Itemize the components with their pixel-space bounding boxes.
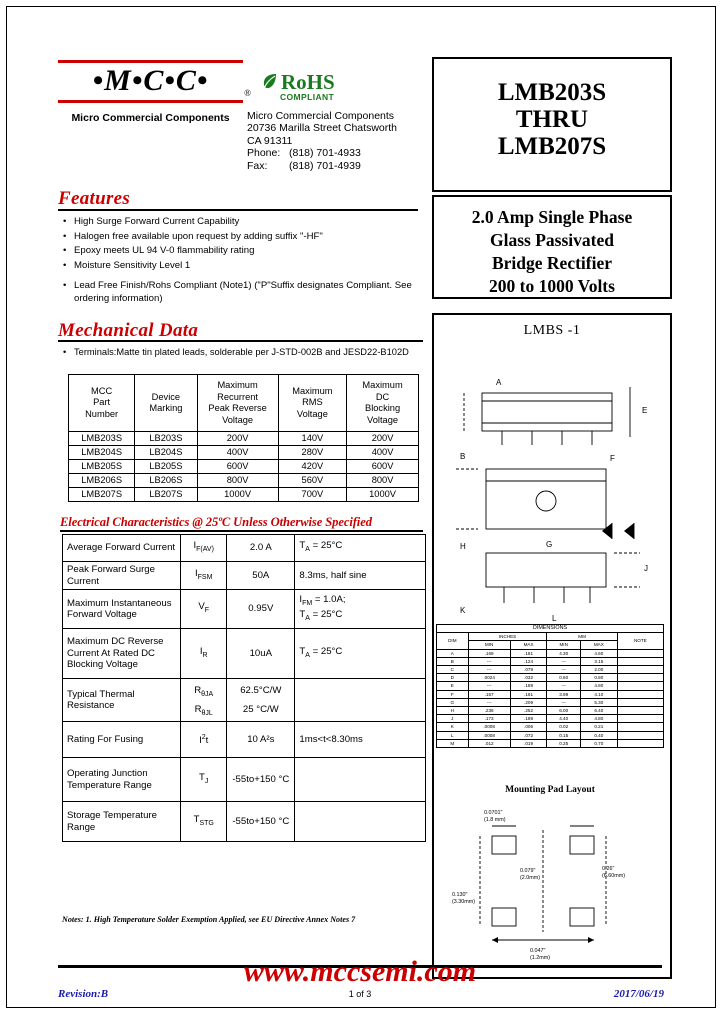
list-item: • High Surge Forward Current Capability (74, 215, 418, 229)
list-item: • Epoxy meets UL 94 V-0 flammability rating (74, 244, 418, 258)
mounting-pad-title: Mounting Pad Layout (505, 785, 595, 795)
cell-dim: D (437, 674, 469, 682)
cell-mm-min: 0.15 (547, 731, 580, 739)
cell-mm-max: 4.80 (580, 682, 617, 690)
cell-part: LMB203S (69, 432, 135, 446)
cell-parameter: Typical Thermal Resistance (63, 679, 181, 722)
cell-mm-min: --- (547, 666, 580, 674)
company-address (247, 110, 397, 172)
cell-note (617, 698, 663, 706)
part-number-to: LMB207S (497, 133, 607, 160)
cell-parameter: Maximum DC Reverse Current At Rated DC Blocking Voltage (63, 629, 181, 679)
cell-mm-max: 0.40 (580, 731, 617, 739)
pad-dim-4b: (3.30mm) (452, 899, 476, 905)
list-item: • Moisture Sensitivity Level 1 (74, 259, 418, 273)
cell-value: 2.0 A (227, 535, 295, 562)
cell-marking: LB205S (135, 460, 197, 474)
col-mm: MM (547, 633, 617, 641)
cell-note (617, 657, 663, 665)
table-row (63, 535, 426, 562)
pad-dim-2a: 0.079" (520, 868, 536, 874)
cell-in-max: .209 (510, 698, 547, 706)
cell-in-max: .252 (510, 707, 547, 715)
table-row (437, 674, 664, 682)
cell-mm-max: 4.80 (580, 715, 617, 723)
col-mm-min: MIN (547, 641, 580, 649)
list-item: • Lead Free Finish/Rohs Compliant (Note1) ("P"Suffix designates Compliant. See ordering information) (74, 280, 418, 305)
features-heading: Features (58, 188, 131, 209)
product-description-box (432, 195, 672, 299)
cell-symbol: $I_{FSM}$ (181, 562, 227, 590)
cell-mm-min: --- (547, 657, 580, 665)
cell-in-min: .169 (468, 649, 510, 657)
cell-value: 62.5°C/W 25 °C/W (227, 679, 295, 722)
phone-label: Phone: (247, 147, 281, 160)
cell-value: 10uA (227, 629, 295, 679)
cell-symbol: $I^2t$ (181, 722, 227, 758)
cell-in-min: .0024 (468, 674, 510, 682)
page-number: 1 of 3 (348, 989, 372, 999)
table-row (69, 474, 419, 488)
cell-parameter: Operating Junction Temperature Range (63, 758, 181, 802)
table-row (437, 715, 664, 723)
cell-dim: H (437, 707, 469, 715)
table-row (437, 649, 664, 657)
package-outline-drawing (434, 341, 666, 626)
cell-mm-min: 0.25 (547, 739, 580, 747)
table-row (437, 690, 664, 698)
pad-dim-3b: (6.60mm) (602, 873, 626, 879)
mounting-pad-drawing (450, 800, 655, 965)
cell-marking: LB206S (135, 474, 197, 488)
cell-dim: A (437, 649, 469, 657)
electrical-rule (60, 530, 423, 532)
cell-dim: M (437, 739, 469, 747)
electrical-heading: Electrical Characteristics @ 25ºC Unless Otherwise Specified (60, 515, 372, 529)
table-row (63, 722, 426, 758)
revision-label: Revision:B (58, 988, 109, 1000)
leaf-icon (262, 73, 278, 90)
col-device-marking: Device Marking (135, 375, 197, 432)
company-logo (58, 60, 252, 124)
table-row (63, 758, 426, 802)
dim-label-f: F (610, 454, 615, 463)
cell-in-min: .173 (468, 715, 510, 723)
revision-date: 2017/06/19 (613, 988, 664, 1000)
dim-label-j: J (644, 564, 648, 573)
cell-in-max: .079 (510, 666, 547, 674)
cell-vdc: 400V (347, 446, 419, 460)
cell-mm-min: 4.30 (547, 649, 580, 657)
dim-label-h: H (460, 542, 466, 551)
cell-note (617, 715, 663, 723)
table-row (437, 698, 664, 706)
cell-in-max: .072 (510, 731, 547, 739)
cell-condition (295, 802, 426, 842)
footnotes: Notes: 1. High Temperature Solder Exemption Applied, see EU Directive Annex Notes 7 (62, 915, 356, 924)
table-row (437, 707, 664, 715)
col-in-max: MAX (510, 641, 547, 649)
cell-vrrm: 800V (197, 474, 278, 488)
desc-line-4: 200 to 1000 Volts (489, 276, 615, 296)
electrical-section-header (60, 515, 423, 532)
cell-condition: 8.3ms, half sine (295, 562, 426, 590)
cell-mm-min: --- (547, 682, 580, 690)
cell-note (617, 674, 663, 682)
pad-dim-5b: (1.2mm) (530, 955, 551, 961)
pad-dim-1a: 0.0701" (484, 810, 503, 816)
cell-value: -55to+150 °C (227, 802, 295, 842)
col-dim: DIM (437, 633, 469, 649)
dim-label-e: E (642, 406, 648, 415)
cell-note (617, 723, 663, 731)
cell-note (617, 690, 663, 698)
cell-vrrm: 200V (197, 432, 278, 446)
cell-mm-min: --- (547, 698, 580, 706)
pad-dim-3a: 0.26" (602, 866, 615, 872)
cell-value: 0.95V (227, 590, 295, 629)
cell-symbol: $R_{\theta JA}$ $R_{\theta JL}$ (181, 679, 227, 722)
cell-vrrm: 600V (197, 460, 278, 474)
cell-in-min: .0008 (468, 731, 510, 739)
cell-symbol: $I_{F(AV)}$ (181, 535, 227, 562)
cell-condition: $I_{FM} = 1.0A$; $T_A = 25^\circ C$ (295, 590, 426, 629)
electrical-table (62, 534, 426, 842)
cell-mm-max: 4.10 (580, 690, 617, 698)
cell-in-max: .032 (510, 674, 547, 682)
cell-parameter: Peak Forward Surge Current (63, 562, 181, 590)
cell-mm-min: 0.02 (547, 723, 580, 731)
dimensions-title: DIMENSIONS (437, 625, 664, 633)
col-note: NOTE (617, 633, 663, 649)
table-row (69, 446, 419, 460)
table-header-row (437, 633, 664, 641)
cell-vrms: 420V (278, 460, 346, 474)
table-row (69, 488, 419, 502)
mechanical-section (58, 320, 423, 359)
table-row (63, 562, 426, 590)
cell-vdc: 1000V (347, 488, 419, 502)
cell-vdc: 200V (347, 432, 419, 446)
cell-mm-max: 4.60 (580, 649, 617, 657)
cell-dim: C (437, 666, 469, 674)
cell-in-min: .157 (468, 690, 510, 698)
cell-in-min: .0008 (468, 723, 510, 731)
cell-mm-max: 5.30 (580, 698, 617, 706)
rohs-badge (263, 70, 373, 102)
cell-vrms: 280V (278, 446, 346, 460)
desc-line-2: Glass Passivated (490, 230, 614, 250)
cell-condition: $T_A = 25^\circ C$ (295, 535, 426, 562)
cell-vrrm: 1000V (197, 488, 278, 502)
cell-symbol: $I_R$ (181, 629, 227, 679)
table-row (63, 590, 426, 629)
cell-dim: J (437, 715, 469, 723)
cell-mm-max: 0.21 (580, 723, 617, 731)
table-row (63, 629, 426, 679)
col-peak-reverse-voltage: Maximum Recurrent Peak Reverse Voltage (197, 375, 278, 432)
cell-dim: B (437, 657, 469, 665)
cell-in-min: --- (468, 682, 510, 690)
rohs-subtitle: COMPLIANT (280, 92, 335, 102)
cell-note (617, 731, 663, 739)
cell-in-max: .189 (510, 682, 547, 690)
dim-label-l: L (552, 614, 557, 623)
cell-marking: LB204S (135, 446, 197, 460)
table-header-row (69, 375, 419, 432)
cell-value: -55to+150 °C (227, 758, 295, 802)
pad-dim-5a: 0.047" (530, 948, 546, 954)
cell-vdc: 800V (347, 474, 419, 488)
phone-value: (818) 701-4933 (289, 147, 361, 160)
table-row (69, 432, 419, 446)
table-row (63, 802, 426, 842)
cell-condition: 1ms<t<8.30ms (295, 722, 426, 758)
cell-in-min: .012 (468, 739, 510, 747)
company-tagline: Micro Commercial Components (71, 112, 230, 124)
rohs-title: RoHS (281, 70, 335, 94)
part-title-box (432, 57, 672, 192)
cell-in-min: .236 (468, 707, 510, 715)
registered-mark: ® (244, 88, 252, 98)
pad-dim-1b: (1.8 mm) (484, 817, 506, 823)
cell-in-min: --- (468, 666, 510, 674)
cell-note (617, 666, 663, 674)
desc-line-3: Bridge Rectifier (491, 253, 612, 273)
table-row (437, 723, 664, 731)
cell-symbol: $T_J$ (181, 758, 227, 802)
cell-value: 50A (227, 562, 295, 590)
col-mm-max: MAX (580, 641, 617, 649)
pad-dim-2b: (2.0mm) (520, 875, 541, 881)
cell-mm-max: 0.80 (580, 674, 617, 682)
cell-dim: E (437, 682, 469, 690)
cell-marking: LB203S (135, 432, 197, 446)
part-range-thru: THRU (515, 106, 589, 133)
cell-part: LMB205S (69, 460, 135, 474)
desc-line-1: 2.0 Amp Single Phase (471, 207, 633, 227)
cell-mm-max: 2.00 (580, 666, 617, 674)
table-row (437, 682, 664, 690)
mechanical-heading: Mechanical Data (58, 320, 199, 341)
cell-symbol: $V_F$ (181, 590, 227, 629)
cell-vrms: 700V (278, 488, 346, 502)
fax-label: Fax: (247, 159, 268, 172)
pad-dim-4a: 0.130" (452, 892, 468, 898)
features-list (58, 215, 418, 305)
cell-in-max: .124 (510, 657, 547, 665)
cell-in-max: .181 (510, 649, 547, 657)
cell-part: LMB204S (69, 446, 135, 460)
cell-vrrm: 400V (197, 446, 278, 460)
part-table-body (69, 432, 419, 502)
cell-dim: G (437, 698, 469, 706)
cell-mm-max: 0.70 (580, 739, 617, 747)
cell-dim: K (437, 723, 469, 731)
table-row (437, 666, 664, 674)
cell-part: LMB207S (69, 488, 135, 502)
table-row (69, 460, 419, 474)
col-dc-blocking-voltage: Maximum DC Blocking Voltage (347, 375, 419, 432)
cell-dim: F (437, 690, 469, 698)
cell-in-min: --- (468, 698, 510, 706)
cell-condition (295, 679, 426, 722)
cell-vrms: 560V (278, 474, 346, 488)
cell-mm-min: 3.99 (547, 690, 580, 698)
cell-note (617, 649, 663, 657)
dim-label-b: B (460, 452, 466, 461)
cell-parameter: Rating For Fusing (63, 722, 181, 758)
dim-label-a: A (496, 378, 502, 387)
mcc-logo-text (58, 60, 252, 103)
cell-note (617, 682, 663, 690)
mcc-logo-label: •M•C•C• (92, 64, 209, 97)
table-row (437, 731, 664, 739)
part-table (68, 374, 419, 502)
cell-mm-min: 4.40 (547, 715, 580, 723)
cell-mm-max: 3.15 (580, 657, 617, 665)
dimensions-table (436, 624, 664, 748)
col-rms-voltage: Maximum RMS Voltage (278, 375, 346, 432)
features-section (58, 188, 418, 306)
package-name: LMBS -1 (523, 323, 581, 338)
cell-symbol: $T_{STG}$ (181, 802, 227, 842)
table-row (437, 739, 664, 747)
cell-marking: LB207S (135, 488, 197, 502)
part-number-from: LMB203S (497, 79, 607, 106)
cell-note (617, 707, 663, 715)
cell-parameter: Storage Temperature Range (63, 802, 181, 842)
cell-vrms: 140V (278, 432, 346, 446)
cell-condition (295, 758, 426, 802)
cell-mm-min: 6.00 (547, 707, 580, 715)
dim-label-k: K (460, 606, 466, 615)
address-street: 20736 Marilla Street Chatsworth (247, 122, 397, 135)
cell-in-min: --- (468, 657, 510, 665)
cell-part: LMB206S (69, 474, 135, 488)
cell-vdc: 600V (347, 460, 419, 474)
cell-in-max: .161 (510, 690, 547, 698)
cell-note (617, 739, 663, 747)
list-item: • Halogen free available upon request by adding suffix "-HF" (74, 230, 418, 244)
col-in-min: MIN (468, 641, 510, 649)
cell-in-max: .189 (510, 715, 547, 723)
cell-parameter: Average Forward Current (63, 535, 181, 562)
table-row (63, 679, 426, 722)
address-name: Micro Commercial Components (247, 110, 395, 122)
dim-label-g: G (546, 540, 553, 549)
cell-mm-max: 6.40 (580, 707, 617, 715)
cell-dim: L (437, 731, 469, 739)
col-inches: INCHES (468, 633, 547, 641)
cell-mm-min: 0.60 (547, 674, 580, 682)
address-city: CA 91311 (247, 134, 293, 147)
cell-in-max: .019 (510, 739, 547, 747)
cell-value: 10 A²s (227, 722, 295, 758)
col-mcc-part-number: MCC Part Number (69, 375, 135, 432)
cell-parameter: Maximum Instantaneous Forward Voltage (63, 590, 181, 629)
table-row (437, 657, 664, 665)
mechanical-bullet: • Terminals:Matte tin plated leads, solderable per J-STD-002B and JESD22-B102D (58, 346, 423, 359)
website-link[interactable]: www.mccsemi.com (243, 955, 477, 988)
cell-condition: $T_A = 25^\circ C$ (295, 629, 426, 679)
cell-in-max: .006 (510, 723, 547, 731)
fax-value: (818) 701-4939 (289, 159, 361, 172)
